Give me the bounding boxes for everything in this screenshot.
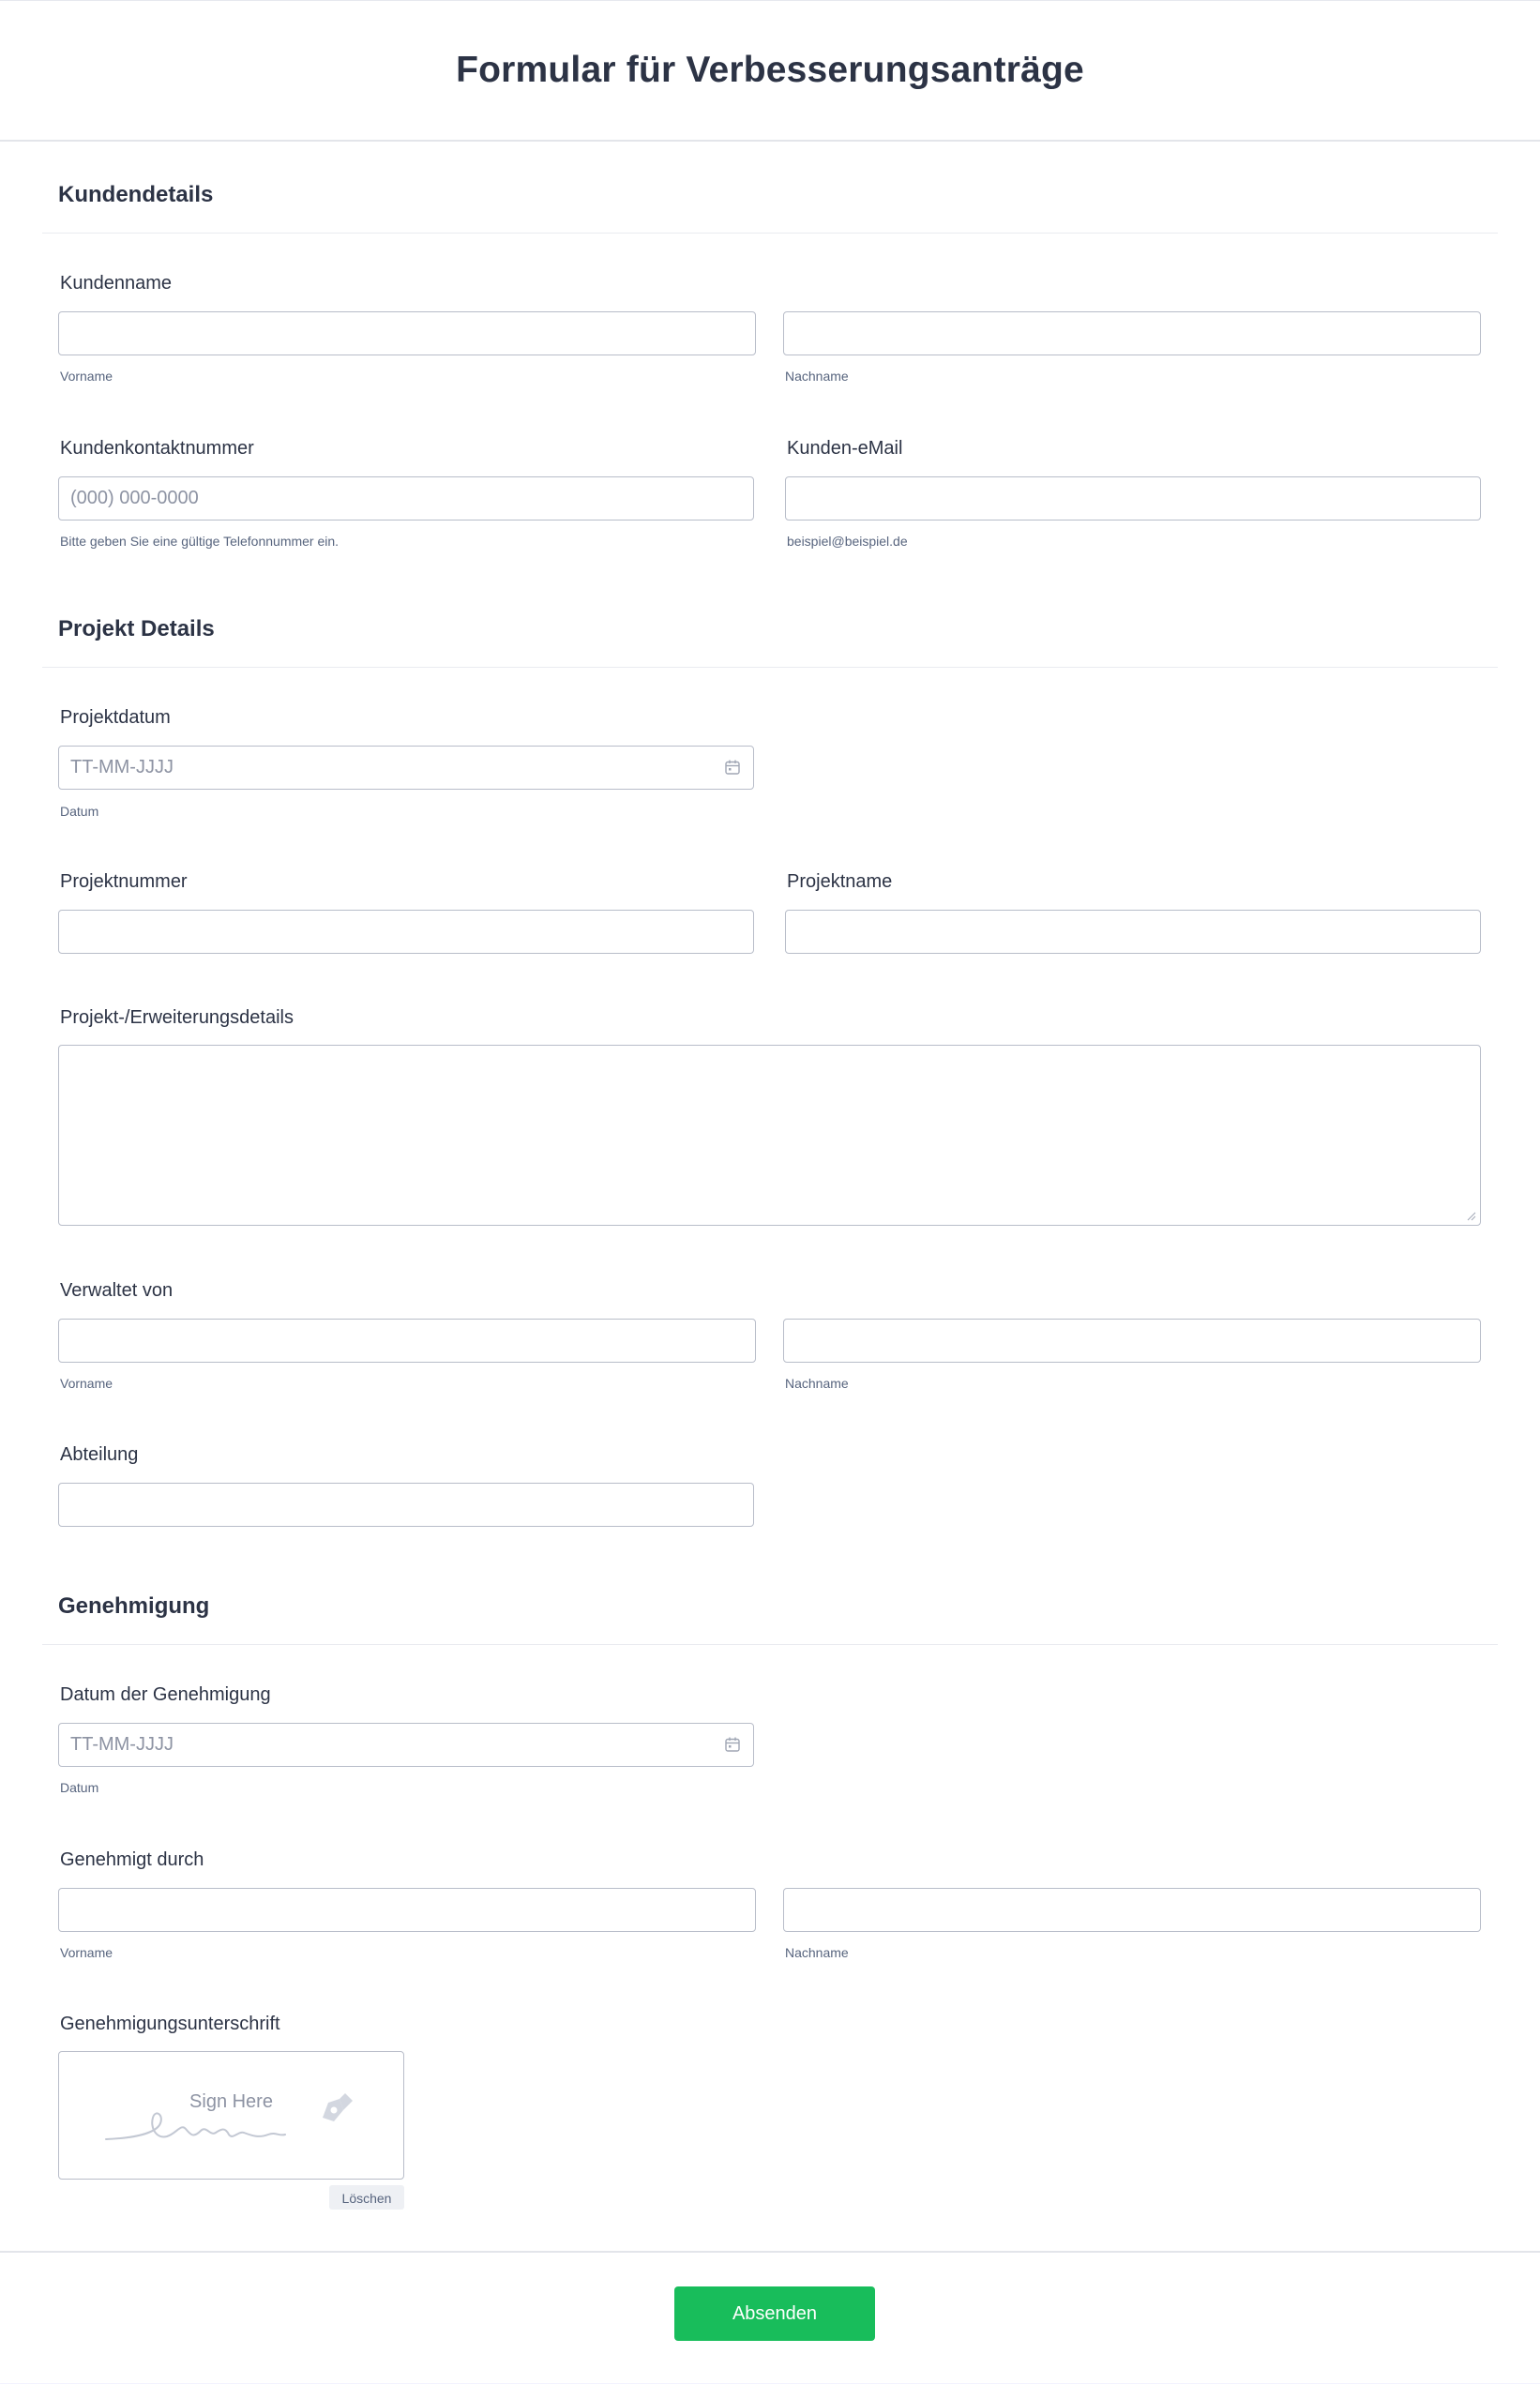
approved-by-first-name-sublabel: Vorname <box>60 1945 113 1960</box>
signature-label: Genehmigungsunterschrift <box>60 2014 280 2034</box>
customer-phone-input[interactable] <box>58 476 754 521</box>
submit-button[interactable]: Absenden <box>674 2286 875 2341</box>
project-number-input[interactable] <box>58 910 754 954</box>
project-date-input[interactable] <box>58 746 754 790</box>
customer-last-name-input[interactable] <box>783 311 1481 355</box>
signature-clear-button[interactable]: Löschen <box>329 2185 404 2210</box>
managed-by-first-name-sublabel: Vorname <box>60 1376 113 1391</box>
customer-first-name-sublabel: Vorname <box>60 369 113 384</box>
form-header <box>0 1 1540 142</box>
managed-by-first-name-input[interactable] <box>58 1319 756 1363</box>
approved-by-last-name-input[interactable] <box>783 1888 1481 1932</box>
project-name-label: Projektname <box>787 871 893 892</box>
project-date-sublabel: Datum <box>60 804 99 819</box>
customer-phone-sublabel: Bitte geben Sie eine gültige Telefonnummer ein. <box>60 534 340 549</box>
calendar-icon[interactable] <box>724 1736 741 1753</box>
approved-by-last-name-sublabel: Nachname <box>785 1945 849 1960</box>
managed-by-last-name-input[interactable] <box>783 1319 1481 1363</box>
section-divider <box>42 1644 1498 1645</box>
approval-date-input[interactable] <box>58 1723 754 1767</box>
managed-by-label: Verwaltet von <box>60 1280 174 1301</box>
customer-first-name-input[interactable] <box>58 311 756 355</box>
section-heading-project: Projekt Details <box>58 616 215 641</box>
calendar-icon[interactable] <box>724 759 741 776</box>
customer-phone-label: Kundenkontaktnummer <box>60 438 254 459</box>
approved-by-first-name-input[interactable] <box>58 1888 756 1932</box>
section-heading-approval: Genehmigung <box>58 1593 210 1619</box>
approval-date-sublabel: Datum <box>60 1780 99 1795</box>
department-input[interactable] <box>58 1483 754 1527</box>
form-title: Formular für Verbesserungsanträge <box>456 50 1084 90</box>
project-details-label: Projekt-/Erweiterungsdetails <box>60 1007 294 1028</box>
pen-icon <box>315 2090 358 2127</box>
form-footer <box>0 2251 1540 2384</box>
approval-date-label: Datum der Genehmigung <box>60 1684 271 1705</box>
project-number-label: Projektnummer <box>60 871 188 892</box>
section-divider <box>42 233 1498 234</box>
department-label: Abteilung <box>60 1444 139 1465</box>
section-heading-customer: Kundendetails <box>58 182 214 207</box>
customer-email-label: Kunden-eMail <box>787 438 903 459</box>
project-name-input[interactable] <box>785 910 1481 954</box>
customer-name-label: Kundenname <box>60 273 172 294</box>
signature-pad[interactable] <box>58 2051 404 2180</box>
customer-email-sublabel: beispiel@beispiel.de <box>787 534 908 549</box>
managed-by-last-name-sublabel: Nachname <box>785 1376 849 1391</box>
signature-prompt: Sign Here <box>189 2091 273 2112</box>
project-date-label: Projektdatum <box>60 707 171 728</box>
approved-by-label: Genehmigt durch <box>60 1849 204 1870</box>
project-details-textarea[interactable] <box>58 1045 1481 1226</box>
customer-last-name-sublabel: Nachname <box>785 369 849 384</box>
resize-grip-icon[interactable] <box>1467 1212 1476 1221</box>
customer-email-input[interactable] <box>785 476 1481 521</box>
section-divider <box>42 667 1498 668</box>
